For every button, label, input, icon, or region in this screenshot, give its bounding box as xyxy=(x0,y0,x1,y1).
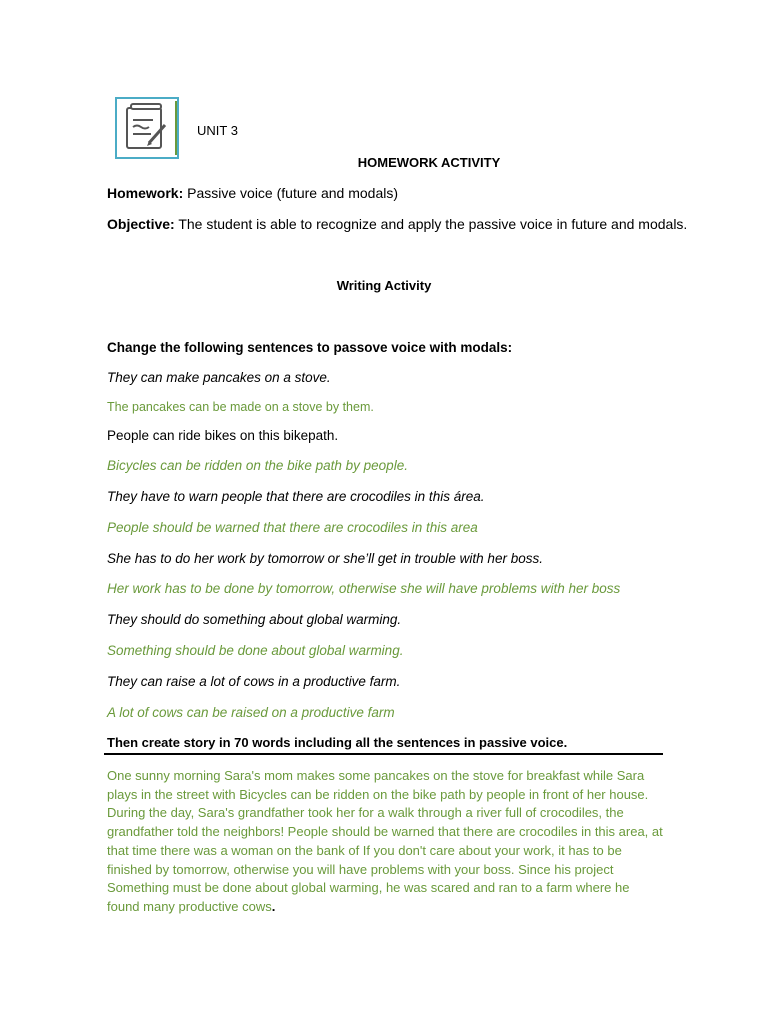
story-paragraph xyxy=(107,767,663,917)
exercise-sentence: They can make pancakes on a stove. xyxy=(107,370,331,385)
objective-label: Objective: xyxy=(107,216,175,232)
unit-label: UNIT 3 xyxy=(197,123,238,138)
story-end-punctuation: . xyxy=(271,898,276,914)
story-instruction: Then create story in 70 words including all the sentences in passive voice. xyxy=(107,735,568,750)
exercise-answer: Her work has to be done by tomorrow, otherwise she will have problems with her boss xyxy=(107,581,621,596)
exercise-answer: Bicycles can be ridden on the bike path by people. xyxy=(107,458,408,473)
exercise-sentence: They can raise a lot of cows in a productive farm. xyxy=(107,674,401,689)
exercise-sentence: People can ride bikes on this bikepath. xyxy=(107,428,339,443)
unit-logo xyxy=(115,97,179,159)
divider xyxy=(104,753,663,755)
exercise-sentence: She has to do her work by tomorrow or she’ll get in trouble with her boss. xyxy=(107,551,543,566)
page-title: HOMEWORK ACTIVITY xyxy=(357,155,501,170)
document-pen-icon xyxy=(117,99,177,157)
exercise-answer: People should be warned that there are crocodiles in this area xyxy=(107,520,478,535)
objective-text: The student is able to recognize and apply the passive voice in future and modals. xyxy=(174,216,688,232)
homework-line xyxy=(107,185,398,201)
story-text: One sunny morning Sara's mom makes some pancakes on the stove for breakfast while Sara plays in the street with Bicycles can be ridden on the bike path by people in front of her house. During the day, Sara's grandfather took her for a walk through a river full of crocodiles, the grandfather told the neighbors! People should be warned that there are crocodiles in this area, at that time there was a woman on the bank of If you don't care about your work, it has to be finished by tomorrow, otherwise you will have problems with your boss. Since his project Something must be done about global warming, he was scared and ran to a farm where he found many productive cows xyxy=(107,768,663,914)
homework-label: Homework: xyxy=(107,185,184,201)
exercise-answer: A lot of cows can be raised on a productive farm xyxy=(107,705,395,720)
exercise-sentence: They have to warn people that there are crocodiles in this área. xyxy=(107,489,485,504)
exercise-answer: The pancakes can be made on a stove by them. xyxy=(107,400,374,414)
section-title: Writing Activity xyxy=(336,278,432,293)
exercise-sentence: They should do something about global warming. xyxy=(107,612,402,627)
exercise-answer: Something should be done about global warming. xyxy=(107,643,404,658)
homework-text: Passive voice (future and modals) xyxy=(183,185,398,201)
objective-line xyxy=(107,216,687,232)
exercise-instruction: Change the following sentences to passove voice with modals: xyxy=(107,340,513,355)
